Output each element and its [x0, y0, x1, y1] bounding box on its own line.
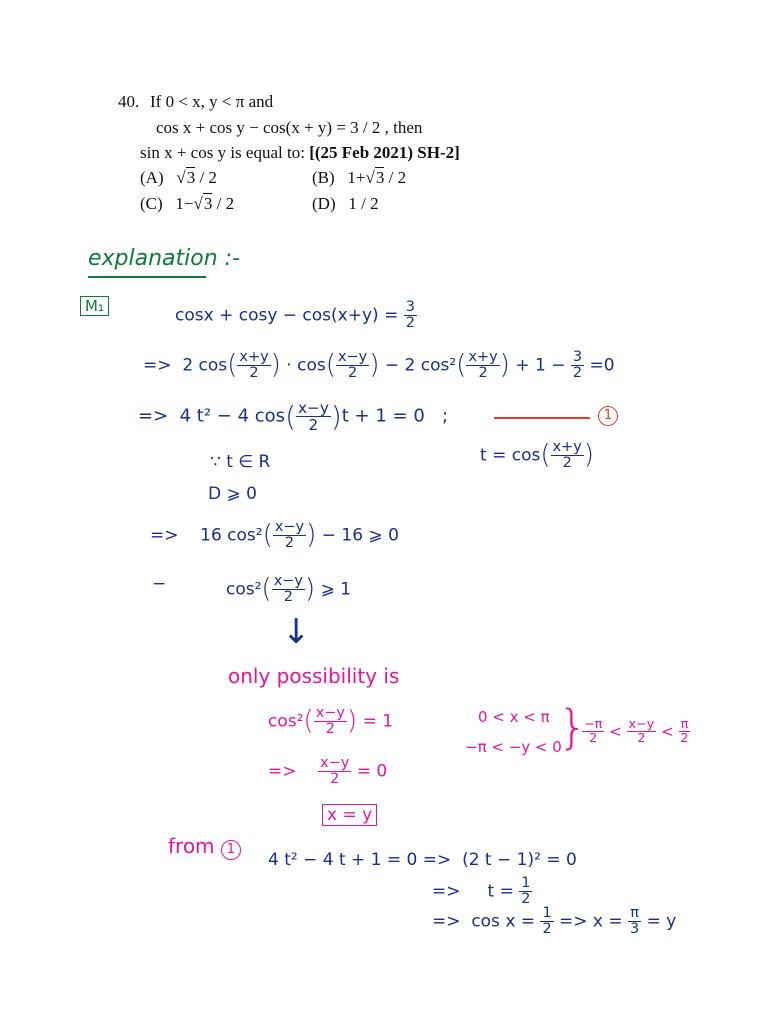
explanation-heading: explanation :- [88, 246, 241, 271]
boxed-result: x = y [322, 804, 377, 826]
method-label: M₁ [80, 296, 109, 316]
range-x: 0 < x < π [478, 708, 550, 726]
equation-ref-circle: 1 [598, 404, 618, 426]
question-number: 40. [118, 92, 140, 111]
option-d[interactable]: (D) 1 / 2 [312, 194, 379, 213]
equation-8: 4 t² − 4 t + 1 = 0 => (2 t − 1)² = 0 [268, 850, 577, 870]
down-arrow-icon: ↓ [282, 612, 311, 652]
since-t-real: ∵ t ∈ R [210, 452, 271, 472]
range-y: −π < −y < 0 [465, 738, 562, 756]
question-line-2: cos x + cos y − cos(x + y) = 3 / 2 , then [156, 118, 423, 137]
equation-5: cos²( $\frac{x-y}{2}$ ) ⩾ 1 [226, 573, 352, 606]
equation-6: cos²( $\frac{x-y}{2}$ ) = 1 [268, 705, 394, 738]
question-line-3: sin x + cos y is equal to: [(25 Feb 2021) SH-2] [140, 143, 460, 162]
t-definition: t = cos( $\frac{x+y}{2}$ ) [480, 439, 595, 472]
reference-line [494, 417, 590, 419]
only-possibility: only possibility is [228, 664, 400, 688]
from-label: from 1 [168, 834, 241, 860]
equation-10: => cos x = $\frac{1}{2}$ => x = $\frac{\pi}{3}$ = y [432, 905, 677, 938]
heading-underline [88, 276, 206, 278]
equation-2: => 2 cos( $\frac{x+y}{2}$ ) · cos( $\frac{x-y}{2}$ ) − 2 cos²( $\frac{x+y}{2}$ ) + 1 − $\frac{3}{2}$ =0 [143, 349, 615, 382]
brace: } [558, 700, 588, 754]
equation-4: => 16 cos²( $\frac{x-y}{2}$ ) − 16 ⩾ 0 [150, 519, 399, 552]
equation-5-dash: − [152, 574, 167, 594]
equation-7: => $\frac{x-y}{2}$ = 0 [268, 755, 388, 788]
equation-9: => t = $\frac{1}{2}$ [432, 875, 531, 908]
range-combined: $\frac{-\pi}{2}$ < $\frac{x-y}{2}$ < $\frac{\pi}{2}$ [584, 717, 689, 747]
option-a[interactable]: (A) √3 / 2 [140, 168, 217, 187]
discriminant: D ⩾ 0 [208, 484, 257, 504]
equation-1: cosx + cosy − cos(x+y) = $\frac{3}{2}$ [175, 299, 415, 332]
question-line-1: If 0 < x, y < π and [150, 92, 274, 111]
option-b[interactable]: (B) 1+√3 / 2 [312, 168, 407, 187]
option-c[interactable]: (C) 1−√3 / 2 [140, 194, 235, 213]
equation-3: => 4 t² − 4 cos( $\frac{x-y}{2}$ )t + 1 = 0 ; [138, 399, 449, 435]
